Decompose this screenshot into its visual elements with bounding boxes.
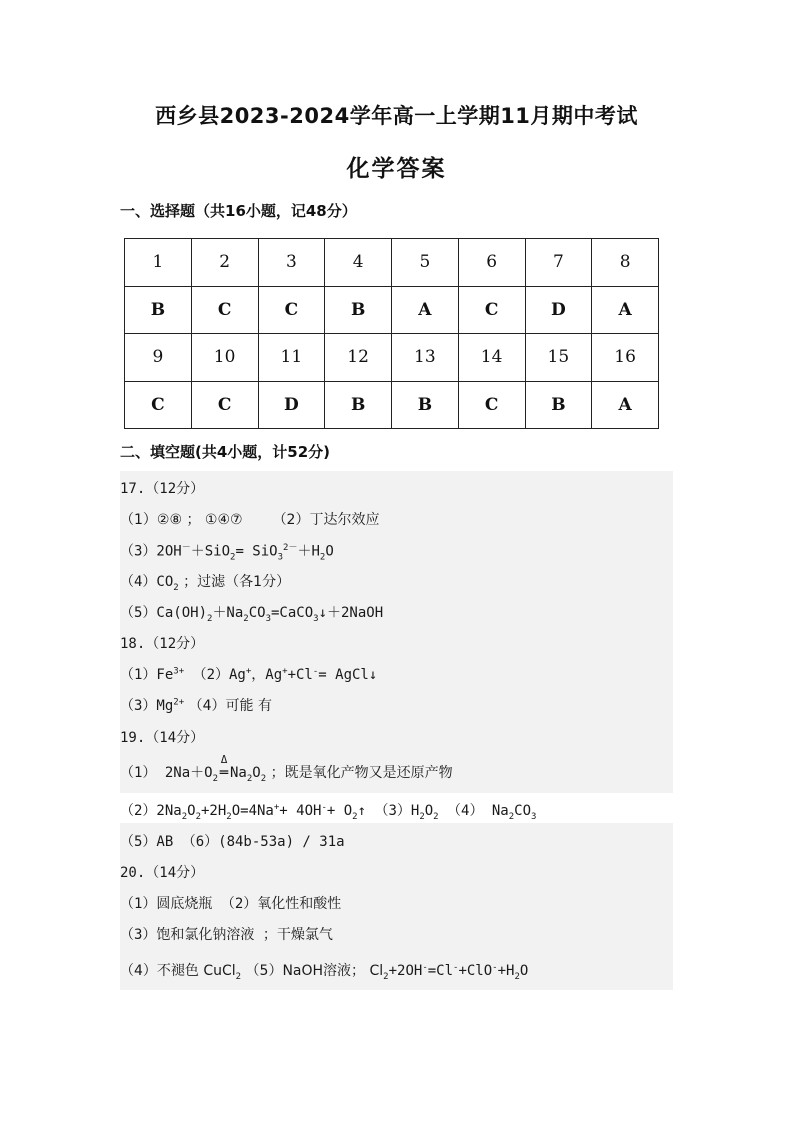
q19-line-3: （5）AB （6）(84b-53a) / 31a	[120, 834, 345, 850]
q17-l4-e: ↓＋2NaOH	[318, 605, 384, 621]
q20-line-2: （3）饱和氯化钠溶液 ；干燥氯气	[120, 927, 333, 943]
question-number-cell: 2	[191, 239, 258, 287]
answer-cell: D	[525, 286, 592, 334]
answer-cell: A	[592, 286, 659, 334]
q17-l2-mid1: ＋SiO	[190, 543, 231, 560]
q18-l1-sup4: -	[312, 666, 319, 677]
q19-l1-eq: ═	[219, 765, 229, 781]
q19-l2-s8: 3	[531, 811, 537, 822]
q17-l2-sub3: 2	[319, 552, 326, 563]
q17-l1a: （1）②⑧ ； ①④⑦	[120, 512, 243, 528]
question-number-cell: 1	[125, 239, 192, 287]
q19-l1-sub3: 2	[260, 773, 267, 784]
q19-l2-b: O	[187, 803, 196, 819]
q17-line-1	[120, 509, 379, 529]
q18-l1-sup1: 3+	[173, 666, 185, 677]
answer-cell: C	[191, 286, 258, 334]
question-number-row	[125, 239, 659, 287]
q19-l2-g: ↑ （3）H	[357, 803, 420, 819]
q17-l4-a: （5）Ca(OH)	[120, 605, 208, 621]
q18-l1-e: = AgCl↓	[318, 667, 378, 683]
section-heading-fill: 二、填空题(共4小题，计52分)	[120, 443, 331, 461]
q19-l2-s1: 2	[181, 811, 188, 822]
q19-l1-sub1: 2	[212, 773, 218, 784]
page-subtitle: 化学答案	[346, 156, 447, 182]
q20-l3-e: +ClO	[458, 963, 493, 979]
question-number-row	[125, 334, 659, 382]
q20-l3-b: （5）NaOH溶液； Cl	[241, 963, 384, 979]
q18-l1-sup2: +	[245, 666, 252, 677]
q20-l3-s2: 2	[383, 971, 389, 982]
q17-l2-sub2: 3	[277, 552, 284, 563]
q19-l2-a: （2）2Na	[120, 803, 182, 819]
answer-cell: A	[392, 286, 459, 334]
q17-l2-end: O	[325, 543, 334, 560]
q20-l3-f: +H	[497, 963, 515, 979]
q18-l1-a: （1）Fe	[120, 667, 174, 683]
answer-cell: C	[125, 381, 192, 429]
q18-l1-d: +Cl	[287, 667, 313, 683]
q17-l4-d: =CaCO	[271, 605, 314, 621]
page-title: 西乡县2023-2024学年高一上学期11月期中考试	[155, 104, 638, 128]
question-number-cell: 4	[325, 239, 392, 287]
q17-l2-sub1: 2	[230, 552, 236, 563]
answer-cell: C	[191, 381, 258, 429]
q20-l3-g: O	[519, 963, 529, 979]
q17-l1b: （2）丁达尔效应	[272, 512, 380, 528]
q18-title: 18.（12分）	[120, 636, 205, 652]
answer-row	[125, 381, 659, 429]
q18-line-1	[120, 664, 377, 684]
q20-l3-a: （4）不褪色 CuCl	[120, 963, 236, 979]
question-number-cell: 5	[392, 239, 459, 287]
q20-line-3	[120, 960, 528, 982]
q19-l2-c: +2H	[201, 803, 227, 819]
question-number-cell: 14	[458, 334, 525, 382]
question-number-cell: 16	[592, 334, 659, 382]
q20-l3-s1: 2	[235, 971, 242, 982]
question-number-cell: 10	[191, 334, 258, 382]
q19-l1-sub2: 2	[246, 773, 253, 784]
question-number-cell: 3	[258, 239, 325, 287]
q19-l1-na: Na	[230, 765, 247, 781]
question-number-cell: 8	[592, 239, 659, 287]
answer-cell: D	[258, 381, 325, 429]
q17-l2-pre: （3）2OH	[120, 543, 182, 560]
q17-l2-sup1: －	[181, 543, 191, 553]
answer-cell: B	[392, 381, 459, 429]
q18-l2-a: （3）Mg	[120, 698, 174, 714]
question-number-cell: 9	[125, 334, 192, 382]
q18-l1-sup3: +	[282, 666, 288, 677]
q19-l2-i: （4） Na	[438, 803, 509, 819]
q19-l2-s6: 2	[433, 811, 439, 822]
q20-l3-d: =Cl	[427, 963, 454, 979]
q19-l1-end: ；既是氧化产物又是还原产物	[266, 765, 453, 781]
answer-cell: C	[458, 381, 525, 429]
q17-line-3	[120, 571, 290, 593]
q17-l4-sub1: 2	[207, 613, 213, 624]
answer-cell: B	[525, 381, 592, 429]
q19-line-2	[120, 800, 536, 822]
q19-l2-p2: -	[321, 802, 327, 813]
q19-title: 19.（14分）	[120, 730, 205, 746]
q17-line-4	[120, 602, 383, 624]
answer-cell: C	[258, 286, 325, 334]
q19-l1-o: O	[252, 765, 261, 781]
q20-l3-p3: -	[492, 962, 498, 973]
q17-l2-sup2: 2－	[283, 543, 298, 553]
q19-l2-s2: 2	[195, 811, 201, 822]
q17-l4-b: ＋Na	[212, 605, 244, 621]
q20-l3-p1: -	[422, 962, 428, 973]
q19-l2-s5: 2	[419, 811, 425, 822]
q18-l1-b: （2）Ag	[184, 667, 246, 683]
q19-l2-h: O	[424, 803, 434, 819]
q20-l3-c: +2OH	[388, 963, 423, 979]
q17-l3-pre: （4）CO	[120, 574, 174, 590]
answer-cell: A	[592, 381, 659, 429]
q19-l2-p1: +	[273, 802, 280, 813]
q20-title: 20.（14分）	[120, 865, 205, 881]
q17-title: 17.（12分）	[120, 481, 205, 497]
q18-l1-c: ，Ag	[251, 667, 283, 683]
q19-l1-delta: Δ	[220, 753, 228, 766]
section-heading-choice: 一、选择题（共16小题，记48分）	[120, 202, 357, 220]
q17-l2-mid3: ＋H	[297, 543, 320, 560]
question-number-cell: 6	[458, 239, 525, 287]
q20-line-1: （1）圆底烧瓶 （2）氧化性和酸性	[120, 896, 342, 912]
question-number-cell: 7	[525, 239, 592, 287]
answer-cell: B	[125, 286, 192, 334]
q19-l2-e: + 4OH	[279, 803, 322, 819]
question-number-cell: 15	[525, 334, 592, 382]
q17-l4-sub2: 2	[243, 613, 249, 624]
q18-l2-b: （4）可能 有	[184, 698, 272, 714]
q19-l2-j: CO	[514, 803, 532, 819]
q17-l3-sub: 2	[173, 582, 179, 593]
question-number-cell: 13	[392, 334, 459, 382]
q17-l4-sub3: 3	[265, 613, 271, 624]
q17-line-2	[120, 540, 334, 562]
q17-l4-sub4: 3	[313, 613, 319, 624]
q17-l3-end: ；过滤（各1分）	[178, 574, 291, 590]
answer-cell: B	[325, 381, 392, 429]
q18-line-2	[120, 695, 272, 715]
q19-l2-d: O=4Na	[231, 803, 274, 819]
q20-l3-p2: -	[453, 962, 459, 973]
answer-cell: B	[325, 286, 392, 334]
q17-l2-mid2: = SiO	[235, 543, 278, 560]
q18-l2-sup: 2+	[173, 697, 185, 708]
q17-l4-c: CO	[248, 605, 266, 621]
question-number-cell: 11	[258, 334, 325, 382]
q19-l2-s4: 2	[352, 811, 358, 822]
q19-line-1	[120, 753, 453, 784]
answer-cell: C	[458, 286, 525, 334]
q19-l2-f: + O	[326, 803, 353, 819]
question-number-cell: 12	[325, 334, 392, 382]
q19-l1-pre: （1） 2Na＋O	[120, 765, 213, 781]
q20-l3-s3: 2	[514, 971, 520, 982]
q19-l2-s7: 2	[508, 811, 515, 822]
q19-l2-s3: 2	[226, 811, 232, 822]
answer-table	[124, 238, 659, 429]
answer-row	[125, 286, 659, 334]
